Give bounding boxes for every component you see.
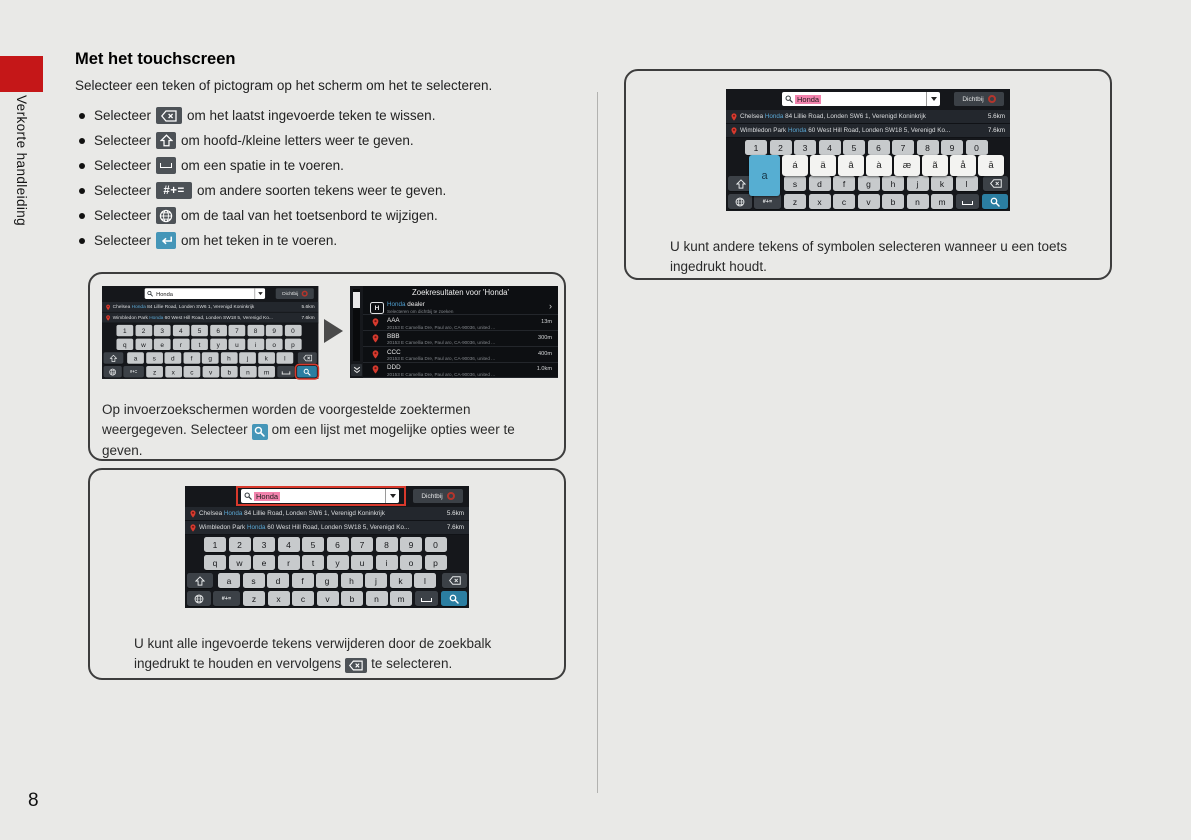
key-i[interactable]: i bbox=[376, 555, 398, 570]
key-2[interactable]: 2 bbox=[770, 140, 792, 155]
search-key[interactable] bbox=[297, 366, 317, 377]
key-m[interactable]: m bbox=[390, 591, 412, 606]
bullet-icon bbox=[79, 163, 85, 169]
key-0[interactable]: 0 bbox=[425, 537, 447, 552]
key-2[interactable]: 2 bbox=[135, 325, 152, 336]
dropdown-toggle[interactable] bbox=[254, 288, 265, 299]
key-o[interactable]: o bbox=[266, 339, 283, 350]
pressed-key-a[interactable]: a bbox=[749, 155, 780, 196]
search-input[interactable] bbox=[782, 92, 940, 106]
suggestion-list bbox=[185, 507, 469, 535]
suggestion-list bbox=[102, 302, 318, 323]
search-results-screen bbox=[350, 286, 558, 378]
key-9[interactable]: 9 bbox=[941, 140, 963, 155]
key-4[interactable]: 4 bbox=[278, 537, 300, 552]
key-g[interactable]: g bbox=[858, 176, 880, 191]
key-3[interactable]: 3 bbox=[154, 325, 171, 336]
key-s[interactable]: s bbox=[146, 352, 163, 363]
list-item: Selecteer om de taal van het toetsenbord te wijzigen. bbox=[75, 203, 575, 228]
key-q[interactable]: q bbox=[204, 555, 226, 570]
close-icon[interactable] bbox=[447, 492, 455, 500]
key-s[interactable]: s bbox=[243, 573, 265, 588]
key-z[interactable]: z bbox=[243, 591, 265, 606]
map-pin-icon bbox=[190, 510, 196, 518]
chapter-tab bbox=[0, 56, 43, 92]
key-w[interactable]: w bbox=[135, 339, 152, 350]
key-9[interactable]: 9 bbox=[400, 537, 422, 552]
results-title: Zoekresultaten voor 'Honda' bbox=[411, 288, 510, 297]
globe-key[interactable] bbox=[104, 366, 122, 377]
key-8[interactable]: 8 bbox=[376, 537, 398, 552]
result-row[interactable]: DDD 20153 E Camellia Dre, Paul aro, CA-90036, united ... 1.0km bbox=[363, 362, 558, 378]
caption-text: U kunt alle ingevoerde tekens verwijderen door de zoekbalk ingedrukt te houden en vervolgens te selecteren. bbox=[134, 635, 492, 671]
chevron-right-icon: › bbox=[549, 301, 552, 311]
instruction-box-search-results bbox=[88, 272, 566, 461]
key-9[interactable]: 9 bbox=[266, 325, 283, 336]
accent-key[interactable]: â bbox=[838, 155, 864, 176]
nearby-button[interactable]: Dichtbij bbox=[276, 288, 314, 299]
list-item: Selecteer om het laatst ingevoerde teken te wissen. bbox=[75, 103, 575, 128]
bullet-icon bbox=[79, 138, 85, 144]
key-l[interactable]: l bbox=[276, 352, 293, 363]
key-0[interactable]: 0 bbox=[284, 325, 301, 336]
key-r[interactable]: r bbox=[172, 339, 189, 350]
next-arrow-icon bbox=[324, 319, 343, 343]
accent-key[interactable]: á bbox=[782, 155, 808, 176]
key-0[interactable]: 0 bbox=[966, 140, 988, 155]
search-query: Honda bbox=[797, 94, 820, 104]
page-down-button[interactable] bbox=[351, 364, 362, 376]
key-6[interactable]: 6 bbox=[210, 325, 227, 336]
key-k[interactable]: k bbox=[258, 352, 275, 363]
symbols-key[interactable]: #+= bbox=[754, 194, 781, 209]
key-q[interactable]: q bbox=[116, 339, 133, 350]
section-heading: Met het touchscreen bbox=[75, 50, 236, 68]
key-j[interactable]: j bbox=[239, 352, 256, 363]
key-2[interactable]: 2 bbox=[229, 537, 251, 552]
key-a[interactable]: a bbox=[218, 573, 240, 588]
caption-text: Op invoerzoekschermen worden de voorgestelde zoektermen weergegeven. Selecteer om een lijst met mogelijke opties weer te geven. bbox=[102, 401, 515, 458]
close-icon[interactable] bbox=[301, 291, 307, 297]
backspace-icon bbox=[156, 107, 182, 124]
list-item: Selecteer om hoofd-/kleine letters weer te geven. bbox=[75, 128, 575, 153]
key-h[interactable]: h bbox=[341, 573, 363, 588]
map-pin-icon bbox=[372, 365, 379, 374]
key-e[interactable]: e bbox=[154, 339, 171, 350]
search-icon bbox=[147, 291, 153, 297]
accent-key[interactable]: æ bbox=[894, 155, 920, 176]
search-query: Honda bbox=[256, 491, 279, 501]
suggestion-row[interactable]: Chelsea Honda 84 Lillie Road, Londen SW6 1, Verenigd Koninkrijk 5.6km bbox=[726, 110, 1010, 124]
backspace-key[interactable] bbox=[983, 176, 1008, 191]
shift-icon bbox=[156, 132, 176, 149]
key-i[interactable]: i bbox=[247, 339, 264, 350]
map-pin-icon bbox=[372, 350, 379, 359]
key-5[interactable]: 5 bbox=[302, 537, 324, 552]
key-y[interactable]: y bbox=[327, 555, 349, 570]
enter-icon bbox=[156, 232, 176, 249]
key-t[interactable]: t bbox=[191, 339, 208, 350]
key-v[interactable]: v bbox=[317, 591, 339, 606]
suggestion-row[interactable]: Wimbledon Park Honda 60 West Hill Road, Londen SW18 5, Verenigd Ko... 7.6km bbox=[102, 313, 318, 324]
result-row[interactable]: AAA 20153 E Camellia Dre, Paul aro, CA-90036, united ... 13m bbox=[363, 315, 558, 331]
key-7[interactable]: 7 bbox=[228, 325, 245, 336]
caption-text: U kunt andere tekens of symbolen selecteren wanneer u een toets ingedrukt houdt. bbox=[670, 238, 1067, 274]
key-g[interactable]: g bbox=[316, 573, 338, 588]
key-o[interactable]: o bbox=[400, 555, 422, 570]
key-g[interactable]: g bbox=[202, 352, 219, 363]
key-k[interactable]: k bbox=[390, 573, 412, 588]
symbols-icon: #+= bbox=[156, 182, 192, 199]
accent-key[interactable]: ā bbox=[978, 155, 1004, 176]
suggestion-row[interactable]: Chelsea Honda 84 Lillie Road, Londen SW6 1, Verenigd Koninkrijk 5.6km bbox=[102, 302, 318, 313]
space-key[interactable] bbox=[415, 591, 438, 606]
key-3[interactable]: 3 bbox=[253, 537, 275, 552]
key-n[interactable]: n bbox=[907, 194, 929, 209]
key-p[interactable]: p bbox=[284, 339, 301, 350]
nearby-button[interactable]: Dichtbij bbox=[954, 92, 1004, 106]
chevron-down-icon bbox=[258, 292, 263, 295]
map-pin-icon bbox=[106, 315, 111, 321]
key-l[interactable]: l bbox=[414, 573, 436, 588]
key-7[interactable]: 7 bbox=[892, 140, 914, 155]
close-icon[interactable] bbox=[988, 95, 996, 103]
globe-key[interactable] bbox=[728, 194, 752, 209]
search-query: Honda bbox=[156, 290, 173, 298]
space-icon bbox=[156, 157, 176, 174]
key-5[interactable]: 5 bbox=[191, 325, 208, 336]
key-8[interactable]: 8 bbox=[247, 325, 264, 336]
key-1[interactable]: 1 bbox=[204, 537, 226, 552]
key-j[interactable]: j bbox=[365, 573, 387, 588]
key-4[interactable]: 4 bbox=[819, 140, 841, 155]
space-key[interactable] bbox=[277, 366, 295, 377]
list-item: Selecteer om het teken in te voeren. bbox=[75, 228, 575, 253]
shift-key[interactable] bbox=[104, 352, 124, 363]
key-x[interactable]: x bbox=[809, 194, 831, 209]
nearby-button[interactable]: Dichtbij bbox=[413, 489, 463, 503]
key-6[interactable]: 6 bbox=[327, 537, 349, 552]
key-6[interactable]: 6 bbox=[868, 140, 890, 155]
key-k[interactable]: k bbox=[931, 176, 953, 191]
key-u[interactable]: u bbox=[228, 339, 245, 350]
shift-key[interactable] bbox=[187, 573, 213, 588]
search-key[interactable] bbox=[441, 591, 467, 606]
key-x[interactable]: x bbox=[165, 366, 182, 377]
key-c[interactable]: c bbox=[833, 194, 855, 209]
key-5[interactable]: 5 bbox=[843, 140, 865, 155]
key-w[interactable]: w bbox=[229, 555, 251, 570]
key-b[interactable]: b bbox=[882, 194, 904, 209]
search-input[interactable] bbox=[145, 288, 265, 299]
list-item: Selecteer #+= om andere soorten tekens weer te geven. bbox=[75, 178, 575, 203]
scrollbar[interactable] bbox=[350, 286, 363, 378]
result-row[interactable]: BBB 20153 E Camellia Dre, Paul aro, CA-90036, united ... 300m bbox=[363, 331, 558, 347]
dealer-result-row[interactable]: H Honda dealer Selecteren om dichtbij te zoeken › bbox=[363, 299, 558, 315]
bullet-icon bbox=[79, 113, 85, 119]
bullet-icon bbox=[79, 188, 85, 194]
key-d[interactable]: d bbox=[809, 176, 831, 191]
suggestion-list bbox=[726, 110, 1010, 138]
key-z[interactable]: z bbox=[146, 366, 163, 377]
key-u[interactable]: u bbox=[351, 555, 373, 570]
scrollbar-thumb[interactable] bbox=[353, 292, 360, 308]
accent-key[interactable]: ä bbox=[810, 155, 836, 176]
page-number: 8 bbox=[28, 790, 39, 811]
honda-logo-icon: H bbox=[370, 302, 384, 314]
icon-instruction-list bbox=[75, 103, 575, 253]
key-t[interactable]: t bbox=[302, 555, 324, 570]
key-h[interactable]: h bbox=[220, 352, 237, 363]
key-b[interactable]: b bbox=[221, 366, 238, 377]
key-1[interactable]: 1 bbox=[745, 140, 767, 155]
column-divider bbox=[597, 92, 598, 793]
key-v[interactable]: v bbox=[202, 366, 219, 377]
key-7[interactable]: 7 bbox=[351, 537, 373, 552]
key-m[interactable]: m bbox=[258, 366, 275, 377]
accent-key[interactable]: à bbox=[866, 155, 892, 176]
nav-keyboard-screen bbox=[185, 486, 469, 608]
key-v[interactable]: v bbox=[858, 194, 880, 209]
backspace-icon bbox=[345, 658, 367, 673]
search-icon bbox=[785, 95, 793, 103]
accent-key[interactable]: å bbox=[950, 155, 976, 176]
symbols-key[interactable]: #+= bbox=[213, 591, 240, 606]
key-b[interactable]: b bbox=[341, 591, 363, 606]
map-pin-icon bbox=[731, 113, 737, 121]
bullet-icon bbox=[79, 213, 85, 219]
search-key[interactable] bbox=[982, 194, 1008, 209]
key-3[interactable]: 3 bbox=[794, 140, 816, 155]
map-pin-icon bbox=[372, 334, 379, 343]
key-h[interactable]: h bbox=[882, 176, 904, 191]
suggestion-row[interactable]: Chelsea Honda 84 Lillie Road, Londen SW6 1, Verenigd Koninkrijk 5.6km bbox=[185, 507, 469, 521]
map-pin-icon bbox=[190, 524, 196, 532]
backspace-key[interactable] bbox=[442, 573, 467, 588]
key-l[interactable]: l bbox=[956, 176, 978, 191]
key-c[interactable]: c bbox=[292, 591, 314, 606]
key-4[interactable]: 4 bbox=[172, 325, 189, 336]
key-d[interactable]: d bbox=[164, 352, 181, 363]
nav-keyboard-screen bbox=[102, 286, 318, 379]
key-8[interactable]: 8 bbox=[917, 140, 939, 155]
accent-key[interactable]: ã bbox=[922, 155, 948, 176]
key-n[interactable]: n bbox=[366, 591, 388, 606]
key-m[interactable]: m bbox=[931, 194, 953, 209]
key-y[interactable]: y bbox=[210, 339, 227, 350]
key-f[interactable]: f bbox=[292, 573, 314, 588]
key-x[interactable]: x bbox=[268, 591, 290, 606]
map-pin-icon bbox=[106, 304, 111, 310]
key-c[interactable]: c bbox=[184, 366, 201, 377]
key-r[interactable]: r bbox=[278, 555, 300, 570]
key-d[interactable]: d bbox=[267, 573, 289, 588]
dropdown-toggle[interactable] bbox=[926, 92, 940, 106]
key-z[interactable]: z bbox=[784, 194, 806, 209]
suggestion-row[interactable]: Wimbledon Park Honda 60 West Hill Road, Londen SW18 5, Verenigd Ko... 7.6km bbox=[185, 521, 469, 535]
instruction-box-clear-search bbox=[88, 468, 566, 680]
key-a[interactable]: a bbox=[127, 352, 144, 363]
key-f[interactable]: f bbox=[833, 176, 855, 191]
key-n[interactable]: n bbox=[240, 366, 257, 377]
section-intro: Selecteer een teken of pictogram op het scherm om het te selecteren. bbox=[75, 78, 493, 93]
list-item: Selecteer om een spatie in te voeren. bbox=[75, 153, 575, 178]
sidebar-chapter-label: Verkorte handleiding bbox=[14, 95, 29, 227]
key-j[interactable]: j bbox=[907, 176, 929, 191]
instruction-box-accent-popup bbox=[624, 69, 1112, 280]
map-pin-icon bbox=[731, 127, 737, 135]
key-s[interactable]: s bbox=[784, 176, 806, 191]
globe-key[interactable] bbox=[187, 591, 211, 606]
key-f[interactable]: f bbox=[183, 352, 200, 363]
globe-icon bbox=[156, 207, 176, 224]
space-key[interactable] bbox=[956, 194, 979, 209]
key-p[interactable]: p bbox=[425, 555, 447, 570]
symbols-key[interactable]: #+= bbox=[123, 366, 144, 377]
key-e[interactable]: e bbox=[253, 555, 275, 570]
map-pin-icon bbox=[372, 318, 379, 327]
backspace-key[interactable] bbox=[298, 352, 317, 363]
suggestion-row[interactable]: Wimbledon Park Honda 60 West Hill Road, Londen SW18 5, Verenigd Ko... 7.6km bbox=[726, 124, 1010, 138]
bullet-icon bbox=[79, 238, 85, 244]
search-icon bbox=[252, 424, 268, 440]
annotation-highlight bbox=[236, 486, 406, 506]
nav-keyboard-screen bbox=[726, 89, 1010, 211]
chevron-down-icon bbox=[931, 97, 937, 101]
result-row[interactable]: CCC 20153 E Camellia Dre, Paul aro, CA-90036, united ... 400m bbox=[363, 347, 558, 363]
key-1[interactable]: 1 bbox=[116, 325, 133, 336]
